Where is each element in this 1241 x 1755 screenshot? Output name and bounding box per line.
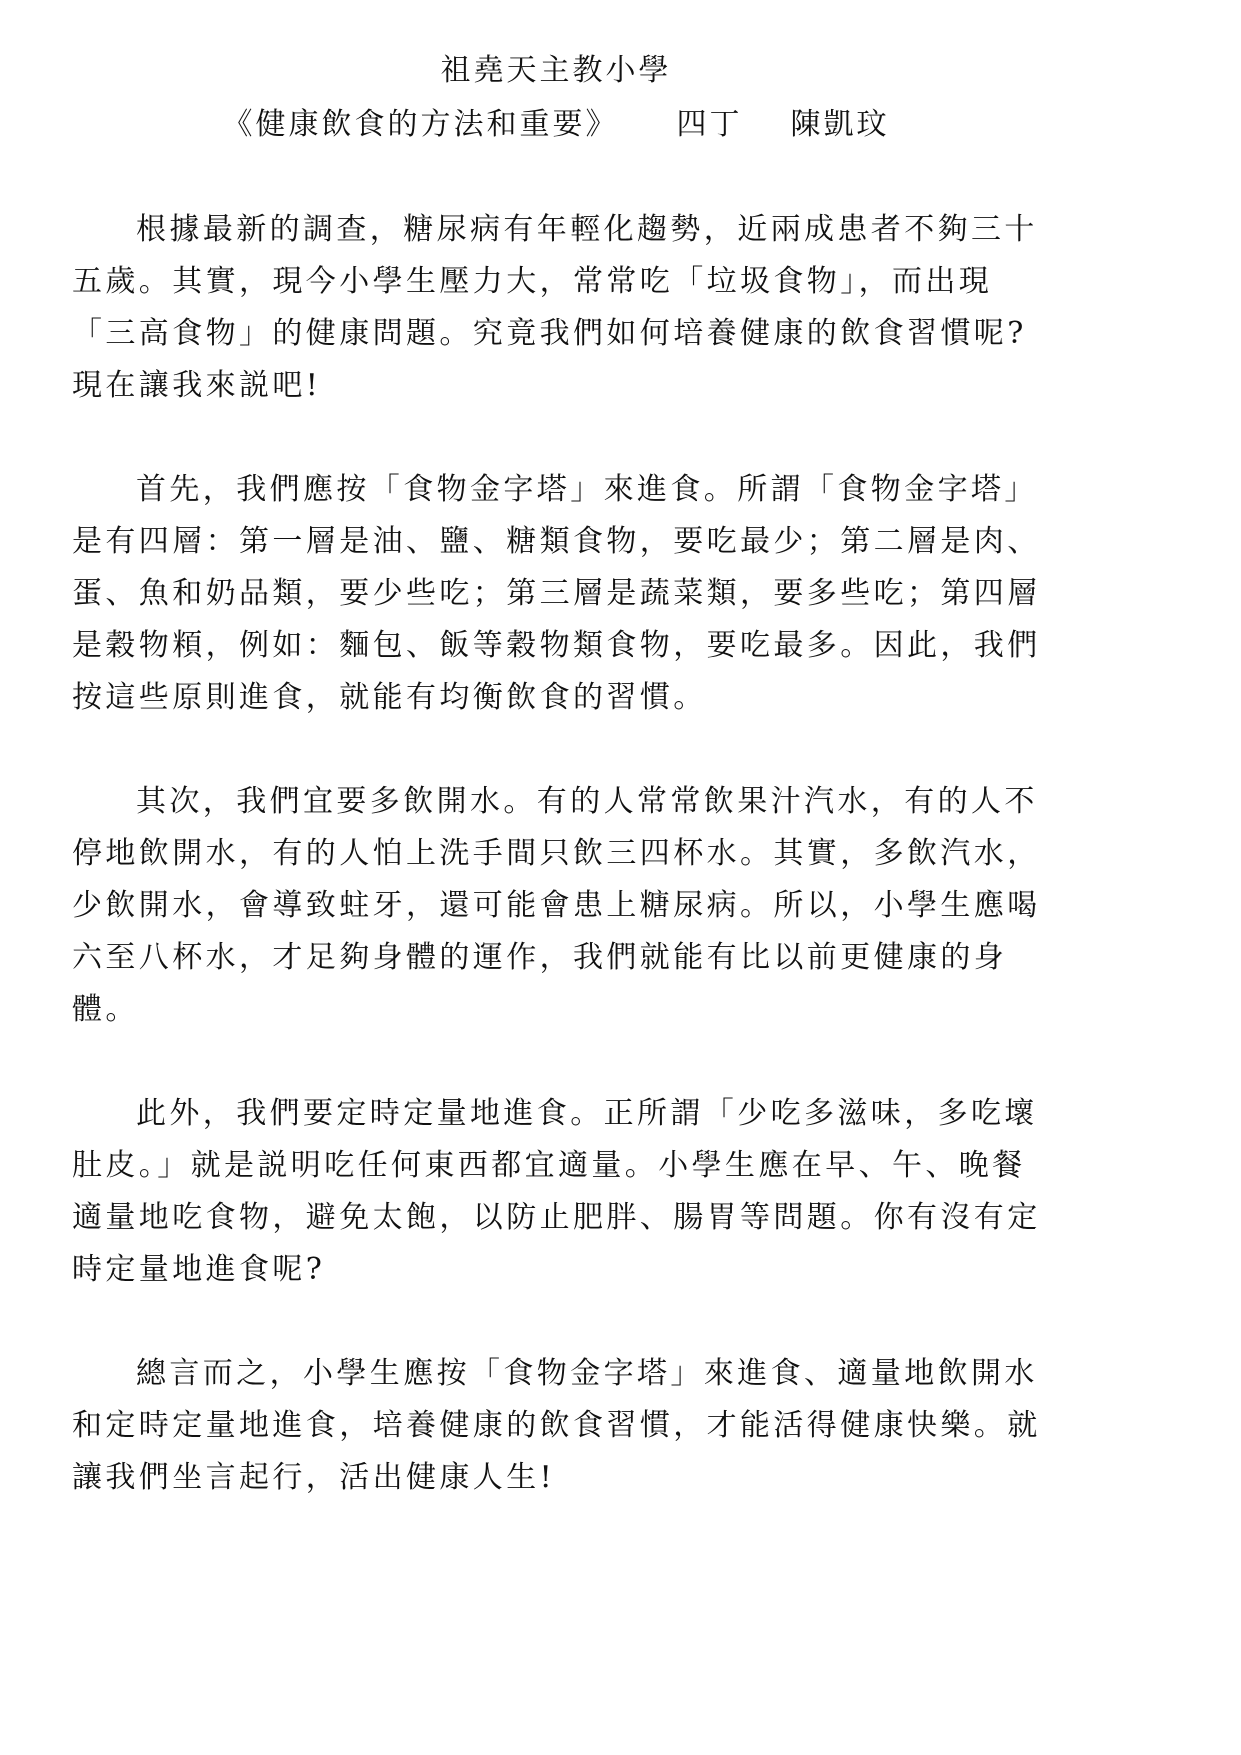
title-row bbox=[72, 98, 1040, 152]
document-header bbox=[72, 44, 1040, 152]
paragraph-3 bbox=[72, 776, 1072, 1036]
paragraph-line: 五歲。其實，現今小學生壓力大，常常吃「垃圾食物」，而出現 bbox=[72, 264, 993, 299]
paragraph-line: 讓我們坐言起行，活出健康人生! bbox=[72, 1460, 556, 1495]
paragraph-2 bbox=[72, 464, 1072, 724]
paragraph-line: 肚皮。」就是説明吃任何東西都宜適量。小學生應在早、午、晚餐 bbox=[72, 1148, 1026, 1183]
paragraph-line: 體。 bbox=[72, 992, 139, 1027]
essay-body bbox=[72, 204, 1072, 1556]
paragraph-line: 「三高食物」的健康問題。究竟我們如何培養健康的飲食習慣呢? bbox=[72, 316, 1027, 351]
paragraph-line: 停地飲開水，有的人怕上洗手間只飲三四杯水。其實，多飲汽水， bbox=[72, 836, 1041, 871]
paragraph-line: 是穀物頪，例如：麵包、飯等穀物類食物，要吃最多。因此，我們 bbox=[72, 628, 1041, 663]
school-name: 祖堯天主教小學 bbox=[440, 53, 672, 88]
paragraph-line: 現在讓我來説吧! bbox=[72, 368, 322, 403]
paragraph-4 bbox=[72, 1088, 1072, 1296]
paragraph-line: 總言而之，小學生應按「食物金字塔」來進食、適量地飲開水 bbox=[136, 1356, 1038, 1391]
paragraph-line: 按這些原則進食，就能有均衡飲食的習慣。 bbox=[72, 680, 707, 715]
author-name: 陳凱玟 bbox=[790, 107, 890, 142]
paragraph-5 bbox=[72, 1348, 1072, 1504]
class-name: 四丁 bbox=[676, 107, 743, 142]
paragraph-1 bbox=[72, 204, 1072, 412]
essay-title: 《健康飲食的方法和重要》 bbox=[222, 107, 619, 142]
paragraph-line: 時定量地進食呢? bbox=[72, 1252, 326, 1287]
paragraph-line: 根據最新的調查，糖尿病有年輕化趨勢，近兩成患者不夠三十 bbox=[136, 212, 1038, 247]
paragraph-line: 首先，我們應按「食物金字塔」來進食。所謂「食物金字塔」 bbox=[136, 472, 1038, 507]
paragraph-line: 其次，我們宜要多飲開水。有的人常常飲果汁汽水，有的人不 bbox=[136, 784, 1038, 819]
paragraph-line: 六至八杯水，才足夠身體的運作，我們就能有比以前更健康的身 bbox=[72, 940, 1008, 975]
paragraph-line: 是有四層：第一層是油、鹽、糖類食物，要吃最少；第二層是肉、 bbox=[72, 524, 1041, 559]
paragraph-line: 適量地吃食物，避免太飽，以防止肥胖、腸胃等問題。你有沒有定 bbox=[72, 1200, 1041, 1235]
paragraph-line: 少飲開水，會導致蛀牙，還可能會患上糖尿病。所以，小學生應喝 bbox=[72, 888, 1041, 923]
paragraph-line: 蛋、魚和奶品類，要少些吃；第三層是蔬菜類，要多些吃；第四層 bbox=[72, 576, 1041, 611]
school-row bbox=[72, 44, 1040, 98]
paragraph-line: 和定時定量地進食，培養健康的飲食習慣，才能活得健康快樂。就 bbox=[72, 1408, 1041, 1443]
paragraph-line: 此外，我們要定時定量地進食。正所謂「少吃多滋味，多吃壞 bbox=[136, 1096, 1038, 1131]
